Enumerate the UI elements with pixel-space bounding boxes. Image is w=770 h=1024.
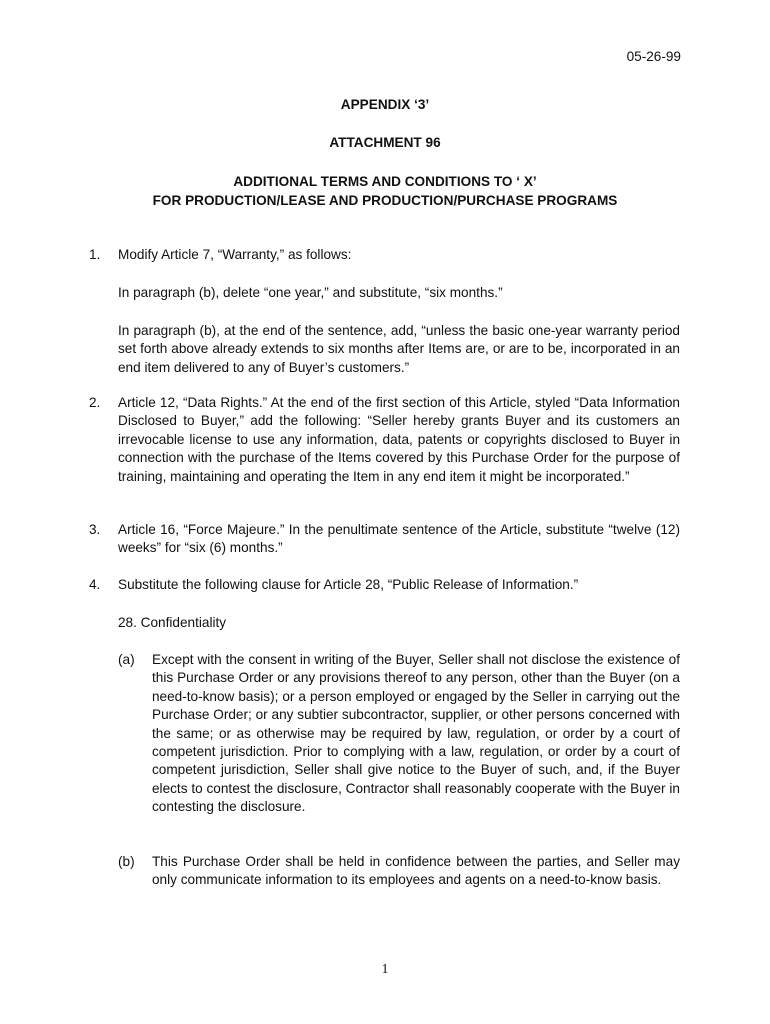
title-line-2: FOR PRODUCTION/LEASE AND PRODUCTION/PURCHASE PROGRAMS: [152, 193, 618, 208]
item-1-paragraph-1: Modify Article 7, “Warranty,” as follows:: [118, 247, 352, 262]
item-number: 1.: [89, 247, 101, 262]
item-number: 3.: [89, 522, 101, 537]
title-line-1: ADDITIONAL TERMS AND CONDITIONS TO ‘ X’: [233, 174, 537, 189]
appendix-heading: APPENDIX ‘3’: [340, 97, 430, 112]
item-1-paragraph-3: In paragraph (b), at the end of the sentence, add, “unless the basic one-year warranty period set forth above already extends to six months after Items are, or are to be, incorporated in an end item delivered to any of Buyer’s customers.”: [118, 323, 680, 375]
item-2-paragraph-1: Article 12, “Data Rights.” At the end of the first section of this Article, styled “Data Information Disclosed to Buyer,” add the following: “Seller hereby grants Buyer and its customers an irrevocable license to use any information, data, patents or copyrights disclosed to Buyer in connection with the purchase of the Items covered by this Purchase Order for the purpose of training, maintaining and operating the Item in any end item it might be incorporated.”: [118, 395, 680, 484]
subitem-label: (b): [118, 854, 135, 869]
subitem-a-text: Except with the consent in writing of the Buyer, Seller shall not disclose the existence of this Purchase Order or any provisions thereof to any person, other than the Buyer (on a need-to-know basis); or a person employed or engaged by the Seller in carrying out the Purchase Order; or any subtier subcontractor, supplier, or other persons concerned with the same; or as otherwise may be required by law, regulation, or order by a court of competent jurisdiction. Prior to complying with a law, regulation, or order by a court of competent jurisdiction, Seller shall give notice to the Buyer of such, and, if the Buyer elects to contest the disclosure, Contractor shall reasonably cooperate with the Buyer in contesting the disclosure.: [152, 652, 680, 815]
attachment-heading: ATTACHMENT 96: [329, 135, 441, 150]
item-number: 2.: [89, 395, 101, 410]
page-number: 1: [381, 962, 389, 977]
confidentiality-heading: 28. Confidentiality: [118, 615, 227, 630]
item-4-paragraph-1: Substitute the following clause for Article 28, “Public Release of Information.”: [118, 577, 579, 592]
subitem-b-text: This Purchase Order shall be held in confidence between the parties, and Seller may only communicate information to its employees and agents on a need-to-know basis.: [152, 854, 680, 888]
item-1-paragraph-2: In paragraph (b), delete “one year,” and substitute, “six months.”: [118, 285, 503, 300]
item-number: 4.: [89, 577, 101, 592]
item-3-paragraph-1: Article 16, “Force Majeure.” In the penultimate sentence of the Article, substitute “twelve (12) weeks” for “six (6) months.”: [118, 522, 680, 556]
document-date: 05-26-99: [626, 49, 681, 64]
subitem-label: (a): [118, 652, 135, 667]
